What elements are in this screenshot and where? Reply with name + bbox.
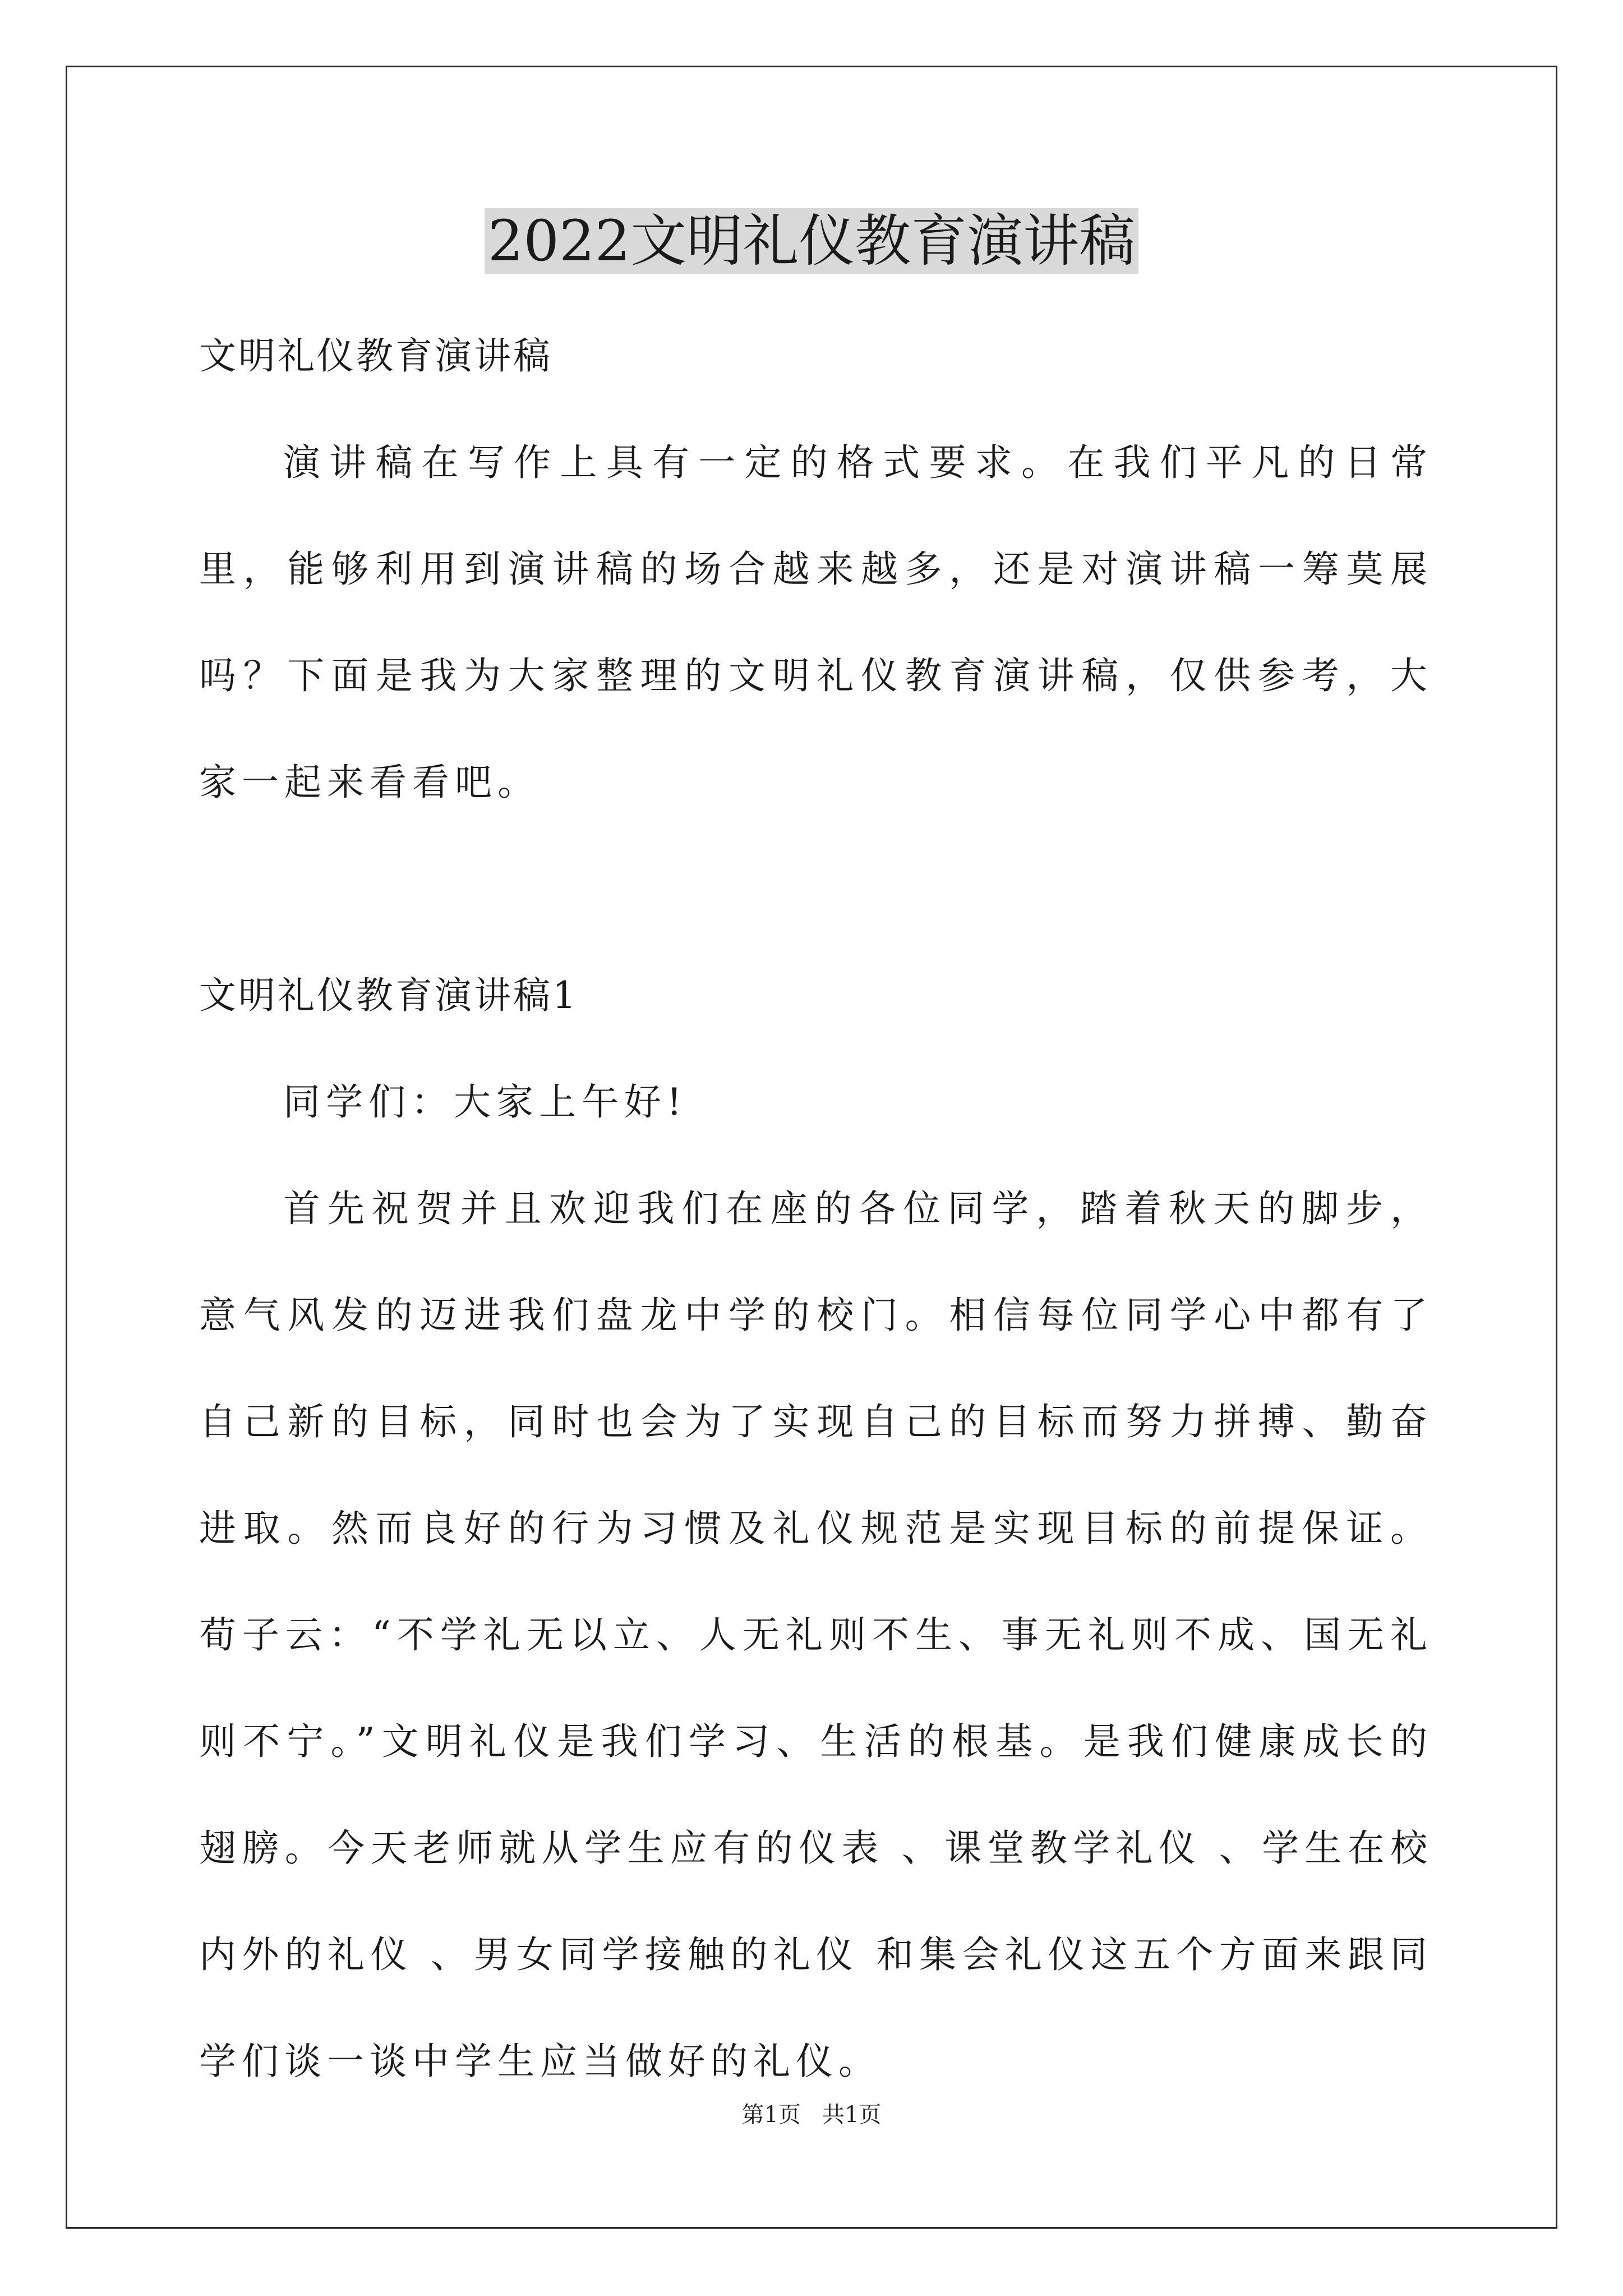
document-title	[0, 202, 1623, 280]
blank-line	[199, 836, 1433, 942]
greeting-paragraph: 同学们：大家上午好!	[283, 1080, 688, 1124]
document-body	[199, 303, 1433, 2115]
section-heading: 文明礼仪教育演讲稿1	[199, 974, 578, 1017]
page-footer: 第1页 共1页	[741, 2102, 882, 2128]
document-subtitle: 文明礼仪教育演讲稿	[199, 334, 552, 378]
document-title-text: 2022文明礼仪教育演讲稿	[485, 208, 1139, 274]
body-paragraph: 首先祝贺并且欢迎我们在座的各位同学，踏着秋天的脚步，意气风发的迈进我们盘龙中学的校门。相信每位同学心中都有了自己新的目标，同时也会为了实现自己的目标而努力拼搏、勤奋进取。然而良好的行为习惯及礼仪规范是实现目标的前提保证。荀子云：“不学礼无以立、人无礼则不生、事无礼则不成、国无礼则不宁。”文明礼仪是我们学习、生活的根基。是我们健康成长的翅膀。今天老师就从学生应有的仪表 、课堂教学礼仪 、学生在校内外的礼仪 、男女同学接触的礼仪 和集会礼仪这五个方面来跟同学们谈一谈中学生应当做好的礼仪。	[199, 1187, 1433, 2083]
intro-paragraph: 演讲稿在写作上具有一定的格式要求。在我们平凡的日常里，能够利用到演讲稿的场合越来越多，还是对演讲稿一筹莫展吗？下面是我为大家整理的文明礼仪教育演讲稿，仅供参考，大家一起来看看吧。	[199, 441, 1433, 804]
